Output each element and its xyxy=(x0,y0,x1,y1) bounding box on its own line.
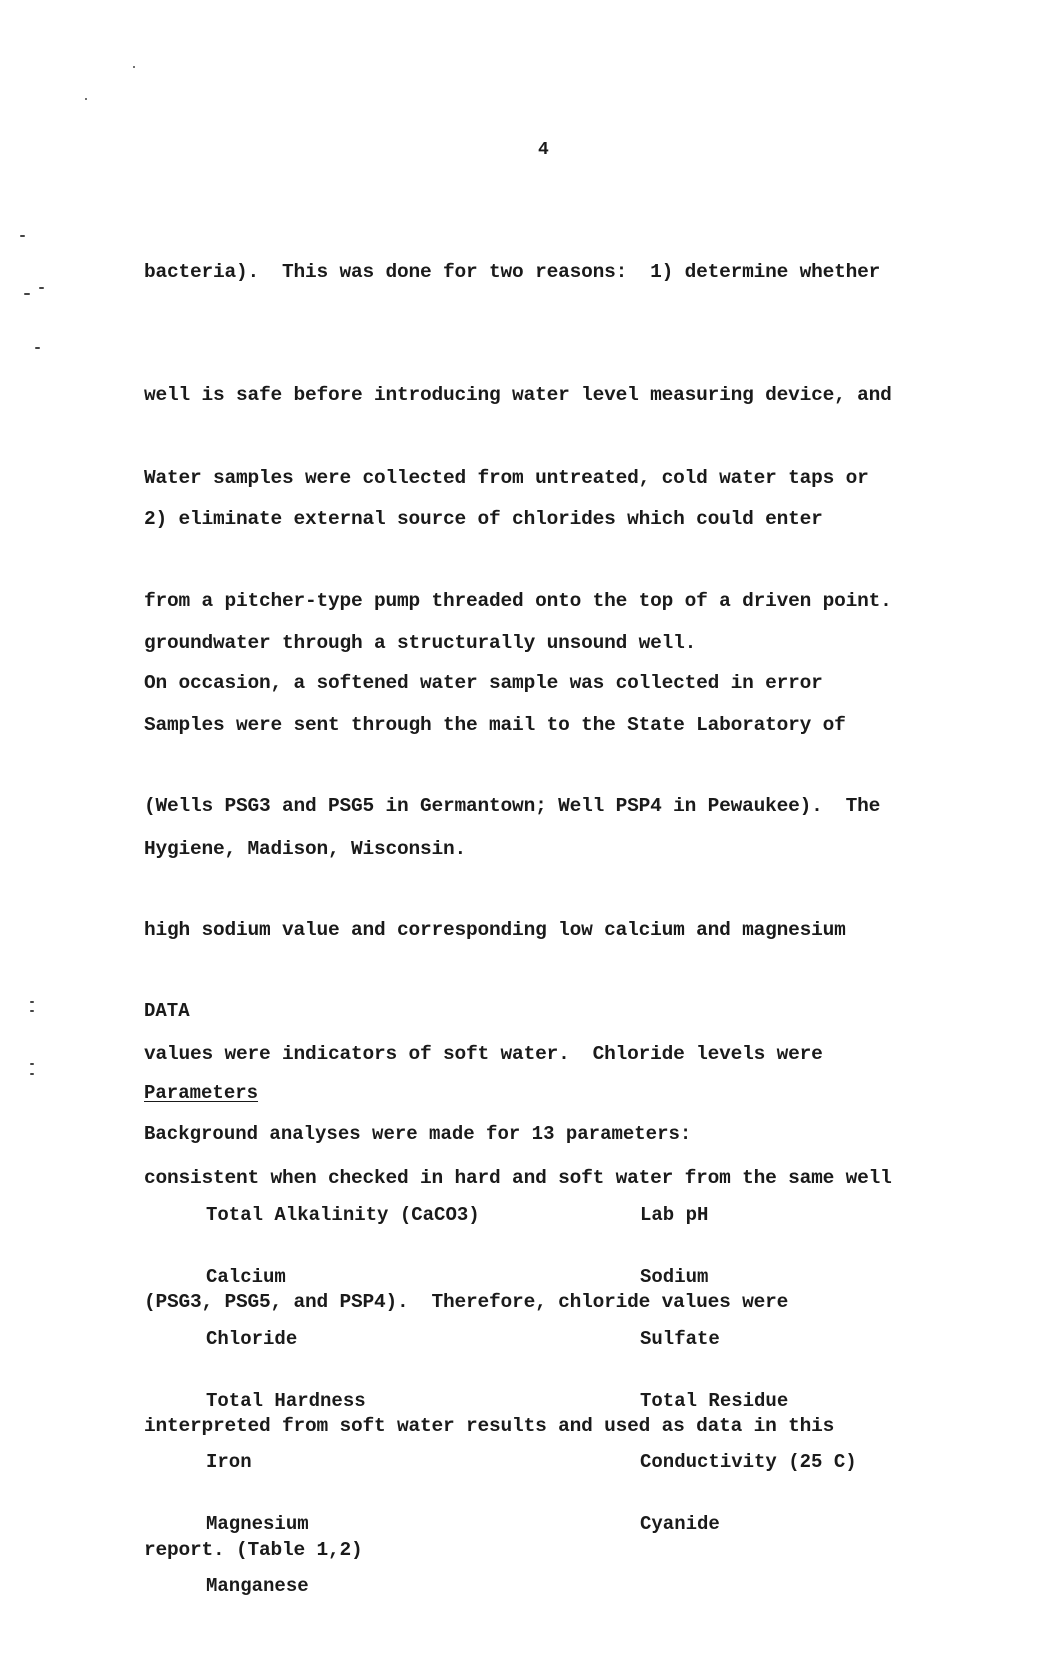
list-item: Iron xyxy=(206,1451,252,1474)
section-heading-data: DATA xyxy=(144,1000,190,1022)
text-line: (PSG3, PSG5, and PSP4). Therefore, chloride values were xyxy=(144,1291,789,1314)
parameters-intro: Background analyses were made for 13 parameters: xyxy=(144,1123,692,1145)
scan-speck xyxy=(85,98,87,100)
text-line: high sodium value and corresponding low calcium and magnesium xyxy=(144,919,846,942)
scan-speck xyxy=(35,347,40,349)
text-line: groundwater through a structurally unsound well. xyxy=(144,632,697,655)
list-item: Calcium xyxy=(206,1265,286,1288)
scan-speck xyxy=(30,1073,34,1075)
text-line: (Wells PSG3 and PSG5 in Germantown; Well PSP4 in Pewaukee). The xyxy=(144,795,881,818)
text-line: interpreted from soft water results and used as data in this xyxy=(144,1414,835,1437)
scan-speck xyxy=(30,1063,34,1065)
page-number: 4 xyxy=(538,140,549,160)
text-line: 2) eliminate external source of chlorides which could enter xyxy=(144,508,823,531)
list-item: Cyanide xyxy=(640,1513,720,1536)
list-item: Chloride xyxy=(206,1327,298,1350)
text-line: On occasion, a softened water sample was collected in error xyxy=(144,671,823,694)
scan-speck xyxy=(133,66,135,68)
parameters-list-left xyxy=(206,1164,480,1638)
list-item: Total Alkalinity (CaCO3) xyxy=(206,1204,480,1227)
text-line: bacteria). This was done for two reasons: 1) determine whether xyxy=(144,260,881,283)
list-item: Total Residue xyxy=(640,1389,789,1412)
list-item: Manganese xyxy=(206,1574,309,1597)
text-line: values were indicators of soft water. Chloride levels were xyxy=(144,1043,823,1066)
scan-speck xyxy=(20,235,25,237)
list-item: Lab pH xyxy=(640,1204,709,1227)
text-line: Water samples were collected from untreated, cold water taps or xyxy=(144,466,869,489)
text-line: from a pitcher-type pump threaded onto the top of a driven point. xyxy=(144,590,892,613)
list-item: Conductivity (25 C) xyxy=(640,1451,857,1474)
parameters-list-right xyxy=(640,1164,857,1576)
text-line: report. (Table 1,2) xyxy=(144,1538,363,1561)
scan-speck xyxy=(30,1010,34,1012)
scan-speck xyxy=(24,293,30,295)
subsection-heading-parameters: Parameters xyxy=(144,1082,259,1104)
scan-speck xyxy=(30,1001,34,1003)
list-item: Sulfate xyxy=(640,1327,720,1350)
text-line: well is safe before introducing water level measuring device, and xyxy=(144,384,892,407)
list-item: Total Hardness xyxy=(206,1389,366,1412)
list-item: Magnesium xyxy=(206,1513,309,1536)
text-line: Samples were sent through the mail to the State Laboratory of xyxy=(144,714,846,737)
scan-speck xyxy=(39,287,44,289)
text-line: consistent when checked in hard and soft water from the same well xyxy=(144,1167,892,1190)
text-line: Hygiene, Madison, Wisconsin. xyxy=(144,838,467,861)
list-item: Sodium xyxy=(640,1265,709,1288)
